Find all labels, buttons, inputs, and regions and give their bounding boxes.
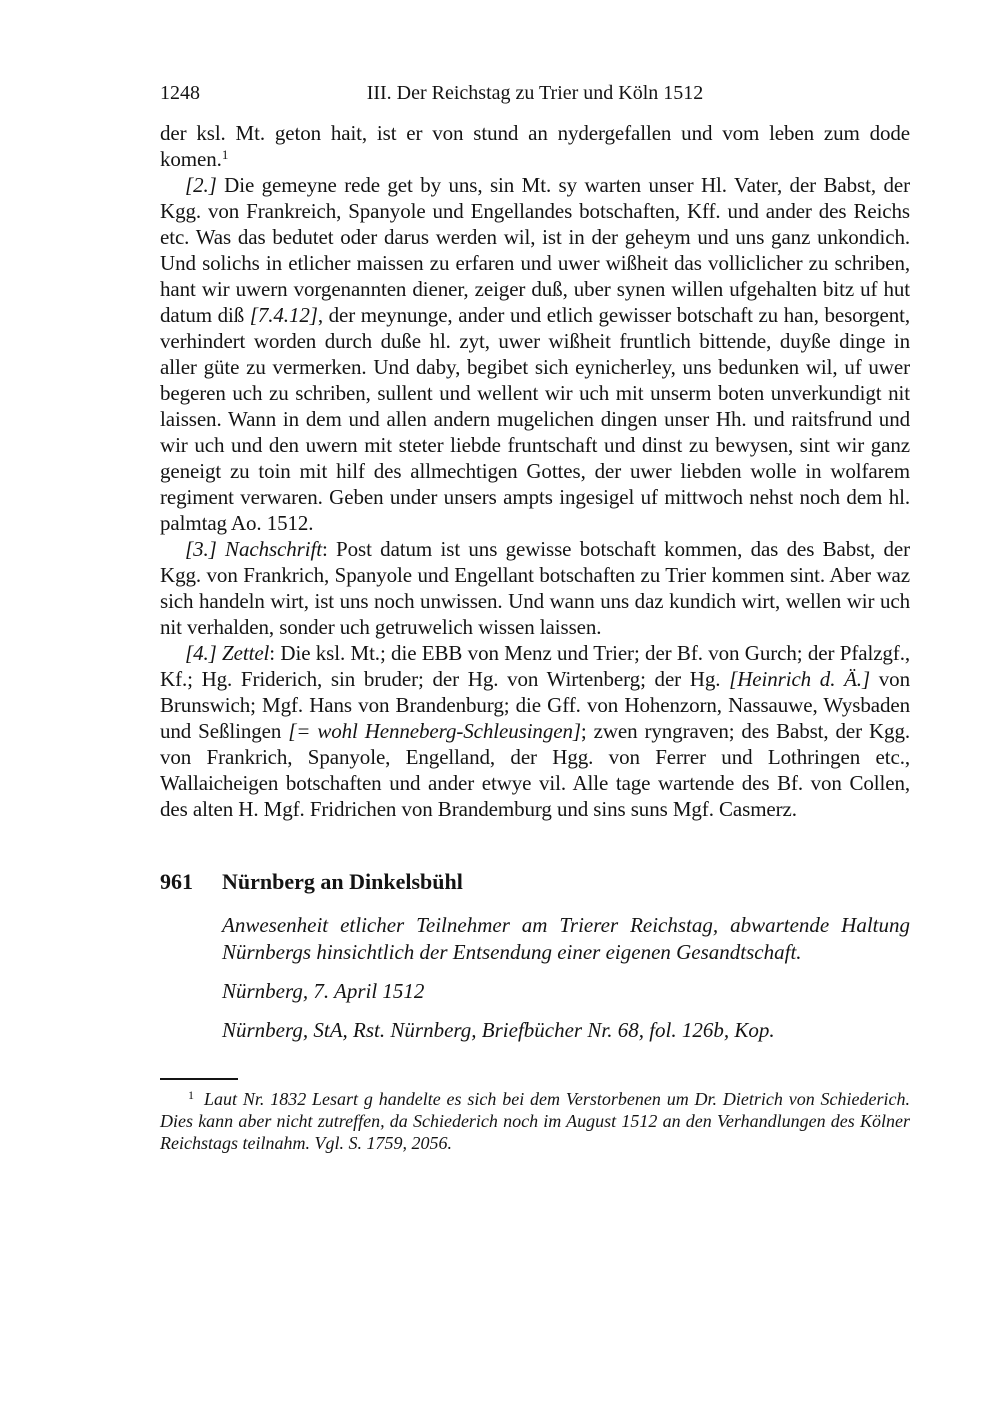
footnote-1-marker: 1: [188, 1088, 194, 1102]
page-header: [160, 80, 910, 106]
entry-heading: [160, 868, 910, 896]
footnote-1: [160, 1088, 910, 1154]
footnote-separator-rule: [160, 1078, 238, 1080]
paragraph-4-label: [4.] Zettel: [185, 641, 270, 665]
entry-dateline: Nürnberg, 7. April 1512: [222, 979, 425, 1003]
paragraph-4: [160, 640, 910, 822]
paragraph-4-insert-b: [= wohl Henneberg-Schleusingen]: [288, 719, 581, 743]
page-number: 1248: [160, 82, 200, 104]
running-title: III. Der Reichstag zu Trier und Köln 1512: [366, 82, 704, 104]
paragraph-continuation: [160, 120, 910, 172]
document-body: [160, 120, 910, 822]
paragraph-3-text: : Post datum ist uns gewisse botschaft kommen, das des Babst, der Kgg. von Frankrich, Spanyole und Engellant botschaften zu Trier kommen sint. Aber waz sich handeln wirt, ist uns noch unwissen. Und wann uns daz kundich wirt, wellen wir uch nit verhalden, sonder uch getruwelich wissen laissen.: [160, 537, 910, 639]
paragraph-3-label: [3.] Nachschrift: [185, 537, 322, 561]
paragraph-2-date-insert: [7.4.12]: [249, 303, 318, 327]
paragraph-2-label: [2.]: [185, 173, 217, 197]
footnote-reference-1: 1: [221, 147, 229, 162]
entry-title: Nürnberg an Dinkelsbühl: [222, 869, 463, 894]
footnote-1-text: Laut Nr. 1832 Lesart g handelte es sich bei dem Verstorbenen um Dr. Dietrich von Schiederich. Dies kann aber nicht zutreffen, da Schiederich noch im August 1512 an den Verhandlungen des Kölner Reichstags teilnahm. Vgl. S. 1759, 2056.: [160, 1089, 910, 1153]
paragraph-continuation-text: der ksl. Mt. geton hait, ist er von stund an nydergefallen und vom leben zum dode komen.: [160, 121, 910, 171]
paragraph-2-text-b: , der meynunge, ander und etlich gewisser botschaft zu han, besorgent, verhindert worden durch duße hl. zyt, uwer wißheit fruntlich bittende, duyße dinge in aller güte zu vermerken. Und daby, begibet sich eynicherley, uns bedunken wil, uf uwer begeren uch zu schriben, sullent und wellent wir uch mit unserm boten unverkundigt nit laissen. Wann in dem und allen andern mugelichen dingen unser Hh. und raitsfrund und wir uch und den uwern mit steter liebde fruntschaft und dinst zu bewysen, sint wir ganz geneigt zu toin mit hilf des allmechtigen Gottes, der uwer liebden wolle in wolfarem regiment verwaren. Geben under unsers ampts ingesigel uf mittwoch nehst noch dem hl. palmtag Ao. 1512.: [160, 303, 910, 535]
footnote-area: [160, 1078, 910, 1154]
paragraph-4-insert-a: [Heinrich d. Ä.]: [729, 667, 871, 691]
entry-number: 961: [160, 869, 193, 894]
entry-meta: [222, 912, 910, 1044]
paragraph-4-text-c: ; zwen ryngraven; des Babst, der Kgg. von Frankrich, Spanyole, Engelland, der Hgg. von Ferrer und Lothringen etc., Wallaicheigen botschaften und ander etwye vil. Alle tage wartende des Bf. von Collen, des alten H. Mgf. Fridrichen von Brandemburg und sins suns Mgf. Casmerz.: [160, 719, 910, 821]
document-entry-961: [160, 868, 910, 1044]
paragraph-2-text-a: Die gemeyne rede get by uns, sin Mt. sy warten unser Hl. Vater, der Babst, der Kgg. von Frankreich, Spanyole und Engellandes botschaften, Kff. und ander des Reichs etc. Was das bedutet oder darus werden wil, ist in der geheym und uns ganz unkondich. Und solichs in etlicher maissen zu erfaren und uwer wißheit das volliclicher zu schriben, hant wir uwern vorgenannten diener, zeiger duß, uber synen willen ufgehalten bitz uf hut datum diß: [160, 173, 910, 327]
entry-source-reference: Nürnberg, StA, Rst. Nürnberg, Briefbücher Nr. 68, fol. 126b, Kop.: [222, 1018, 775, 1042]
paragraph-4-text-b: von Brunswich; Mgf. Hans von Brandenburg; die Gff. von Hohenzorn, Nassauwe, Wysbaden und Seßlingen: [160, 667, 910, 743]
paragraph-2: [160, 172, 910, 536]
paragraph-4-text-a: : Die ksl. Mt.; die EBB von Menz und Trier; der Bf. von Gurch; der Pfalzgf., Kf.; Hg. Friderich, sin bruder; der Hg. von Wirtenberg; der Hg.: [160, 641, 911, 691]
paragraph-3: [160, 536, 910, 640]
entry-regest: Anwesenheit etlicher Teilnehmer am Trierer Reichstag, abwartende Haltung Nürnbergs hinsichtlich der Entsendung einer eigenen Gesandtschaft.: [222, 913, 910, 964]
